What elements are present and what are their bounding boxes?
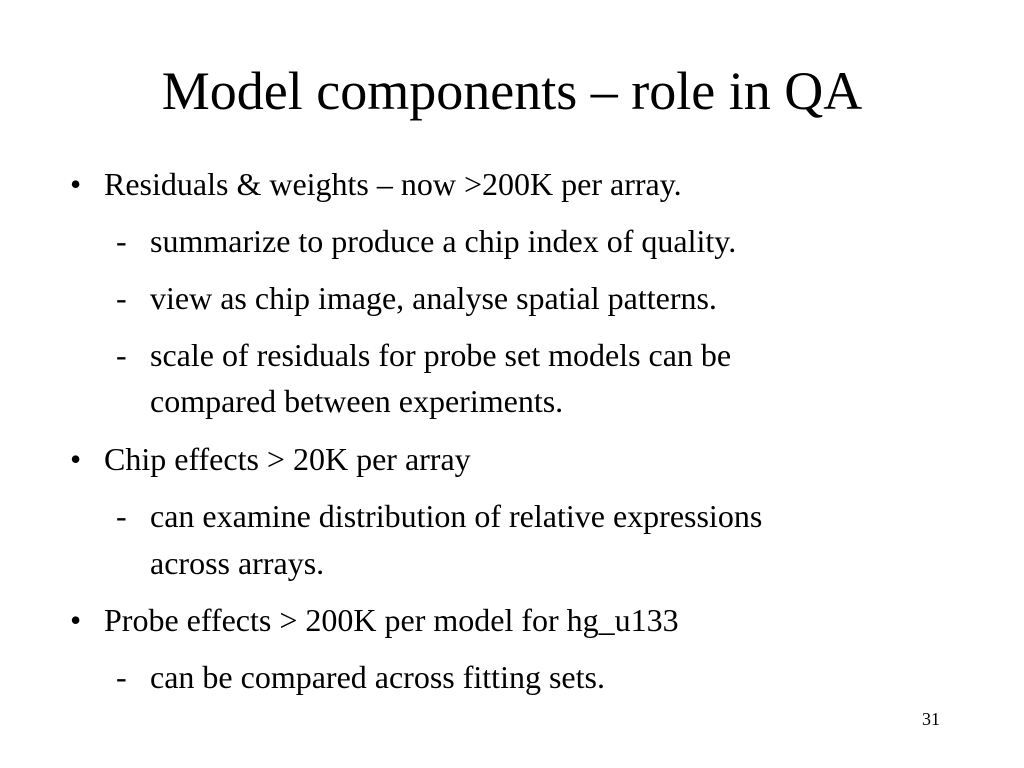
dash-marker: - [116,280,127,316]
bullet-text: Chip effects > 20K per array [104,441,471,477]
sub-item-text: view as chip image, analyse spatial patterns. [150,280,717,316]
bullet-marker: • [70,166,82,202]
page-number: 31 [922,709,940,729]
slide-title: Model components – role in QA [161,61,863,121]
bullet-marker: • [70,602,82,638]
dash-marker: - [116,337,127,373]
bullet-text: Probe effects > 200K per model for hg_u133 [104,602,679,638]
sub-item-text: compared between experiments. [150,383,564,419]
bullet-text: Residuals & weights – now >200K per array. [104,166,682,202]
sub-item-text: can examine distribution of relative expressions [150,498,763,534]
sub-item-text: scale of residuals for probe set models can be [150,337,732,373]
sub-item-text: summarize to produce a chip index of quality. [150,223,737,259]
bullet-marker: • [70,441,82,477]
sub-item-text: can be compared across fitting sets. [150,659,605,695]
sub-item-text: across arrays. [150,545,325,581]
dash-marker: - [116,659,127,695]
dash-marker: - [116,223,127,259]
dash-marker: - [116,498,127,534]
